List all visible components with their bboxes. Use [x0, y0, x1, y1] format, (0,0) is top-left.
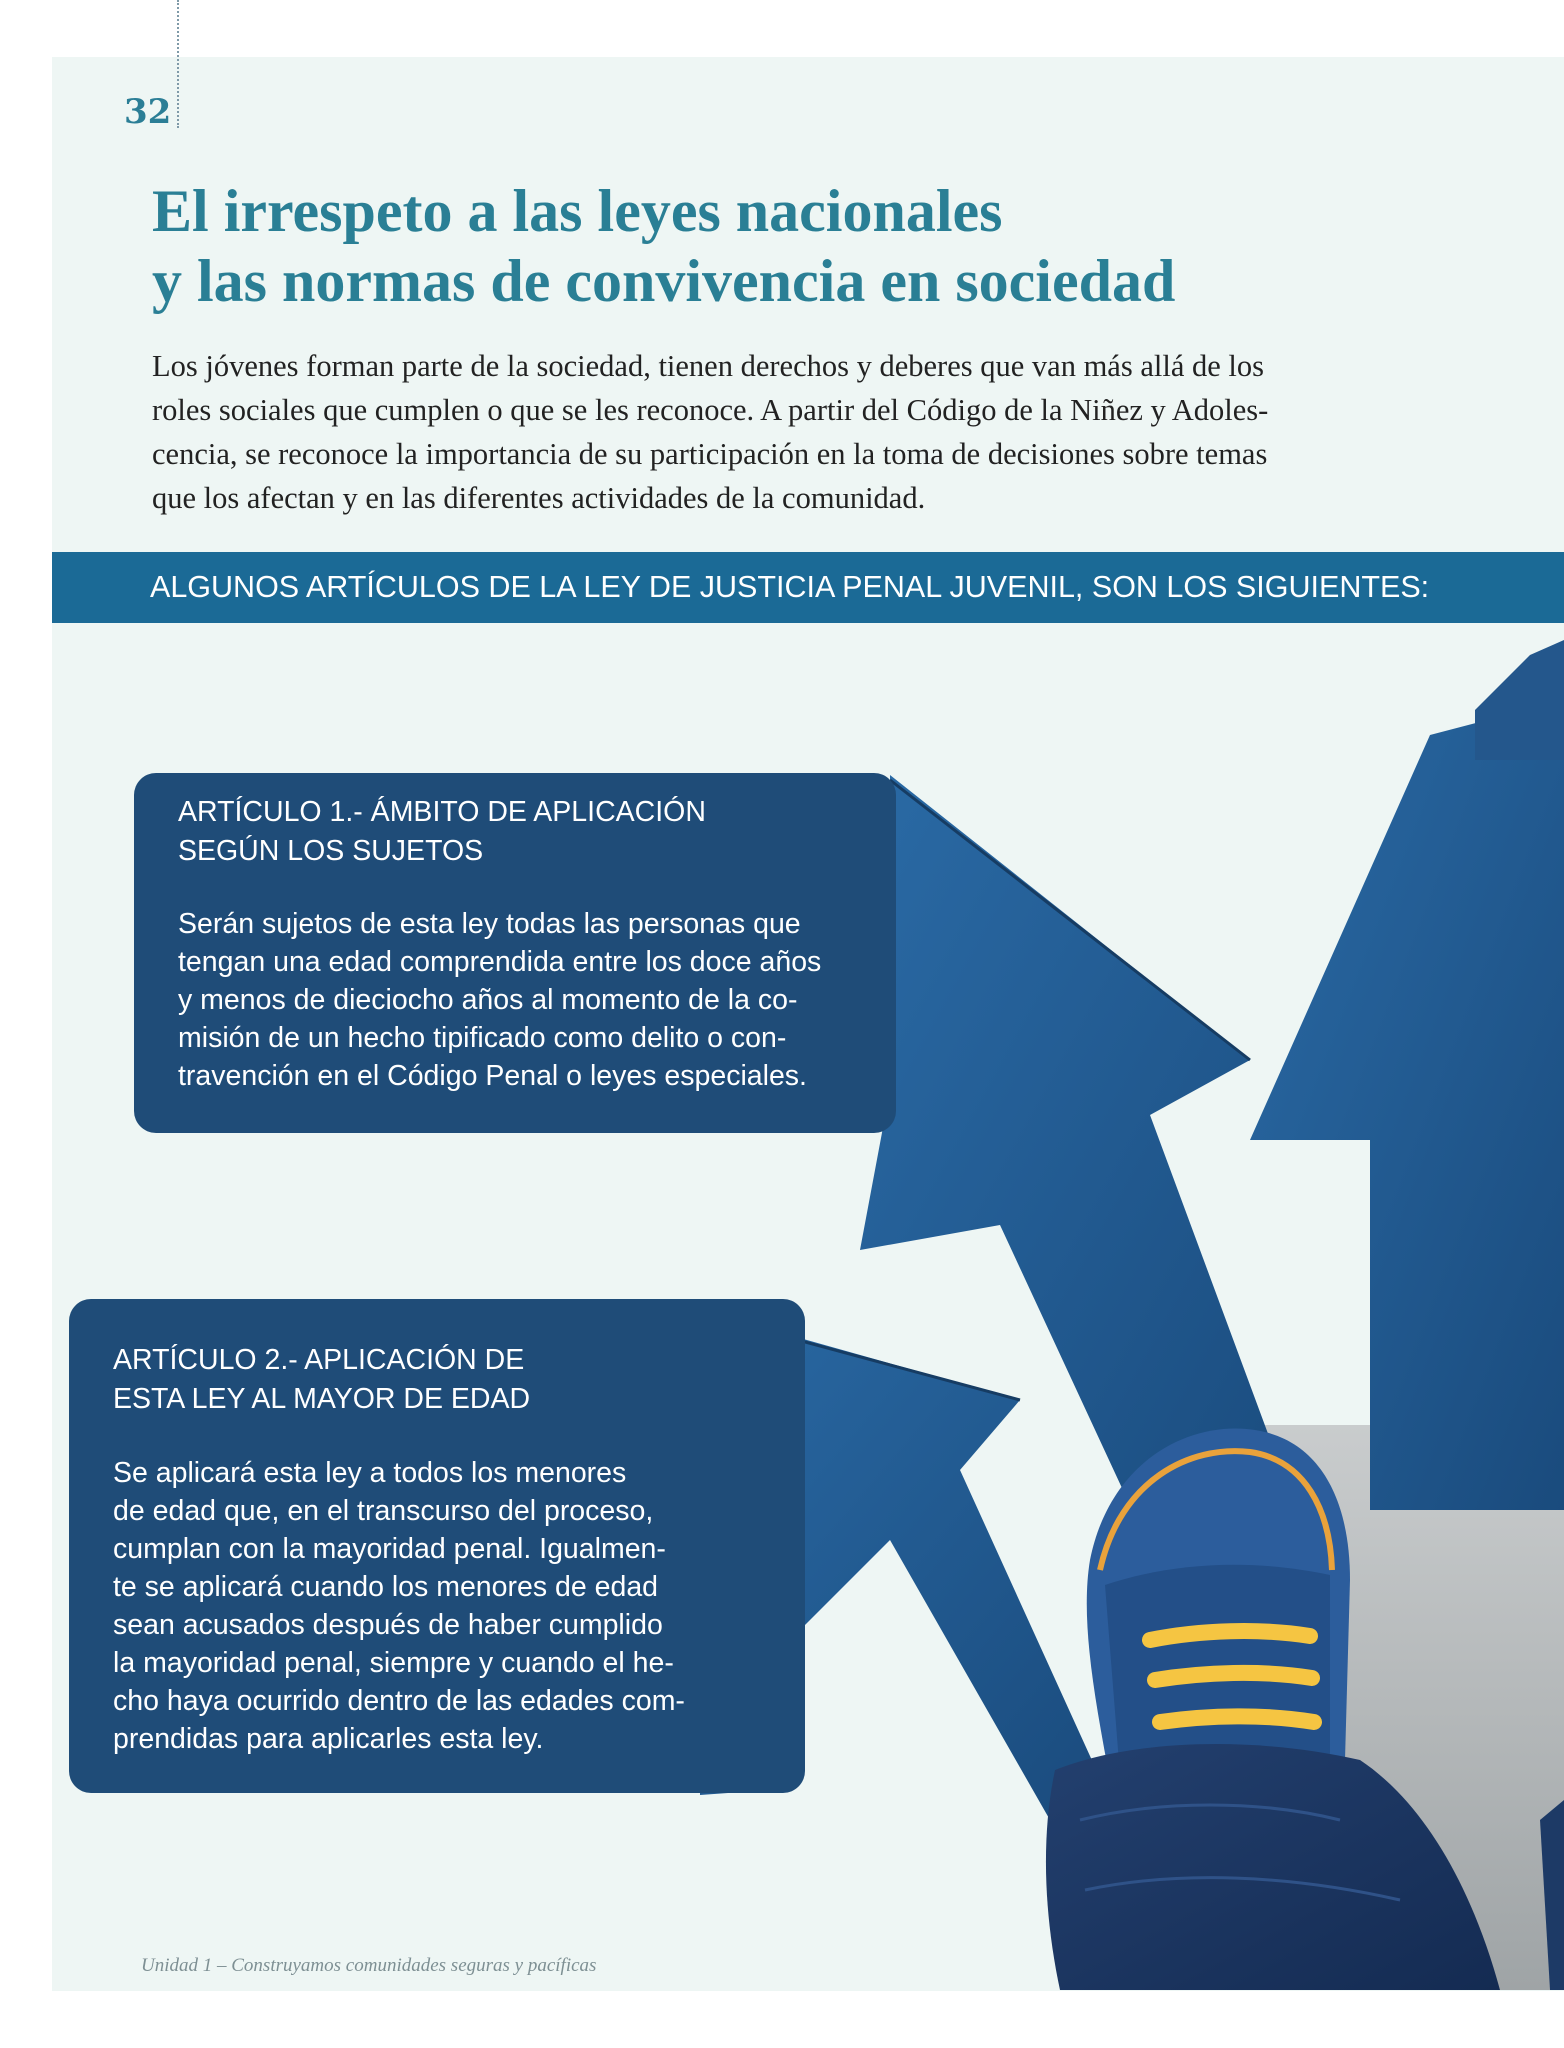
banner-text: ALGUNOS ARTÍCULOS DE LA LEY DE JUSTICIA PENAL JUVENIL, SON LOS SIGUIENTES:	[150, 570, 1430, 604]
body-line: de edad que, en el transcurso del proceso,	[113, 1495, 654, 1527]
body-line: Serán sujetos de esta ley todas las personas que	[178, 908, 801, 940]
title-line: y las normas de convivencia en sociedad	[152, 248, 1176, 314]
article-1-body	[178, 905, 821, 1095]
body-line: tengan una edad comprendida entre los doce años	[178, 946, 822, 978]
body-line: misión de un hecho tipificado como delito o con-	[178, 1022, 787, 1054]
title-line: El irrespeto a las leyes nacionales	[152, 178, 1003, 244]
heading-line: SEGÚN LOS SUJETOS	[178, 835, 484, 867]
article-1-box	[134, 773, 896, 1133]
up-arrow-icon	[1475, 640, 1564, 760]
body-line: sean acusados después de haber cumplido	[113, 1609, 663, 1641]
intro-line: cencia, se reconoce la importancia de su participación en la toma de decisiones sobre temas	[152, 437, 1268, 471]
body-line: la mayoridad penal, siempre y cuando el he-	[113, 1647, 674, 1679]
intro-line: que los afectan y en las diferentes actividades de la comunidad.	[152, 481, 926, 515]
article-2-box	[69, 1299, 805, 1793]
sneaker-icon	[1087, 1429, 1350, 1780]
heading-line: ESTA LEY AL MAYOR DE EDAD	[113, 1383, 531, 1415]
body-line: cho haya ocurrido dentro de las edades com-	[113, 1685, 685, 1717]
intro-line: Los jóvenes forman parte de la sociedad, tienen derechos y deberes que van más allá de los	[152, 349, 1264, 383]
article-2-heading	[113, 1341, 530, 1419]
article-1-heading	[178, 793, 706, 871]
up-arrow-icon	[1250, 700, 1564, 1510]
body-line: te se aplicará cuando los menores de edad	[113, 1571, 659, 1603]
intro-line: roles sociales que cumplen o que se les reconoce. A partir del Código de la Niñez y Adoles-	[152, 393, 1269, 427]
heading-line: ARTÍCULO 1.- ÁMBITO DE APLICACIÓN	[178, 796, 706, 828]
page-footer: Unidad 1 – Construyamos comunidades seguras y pacíficas	[141, 1955, 597, 1976]
body-line: travención en el Código Penal o leyes especiales.	[178, 1060, 807, 1092]
body-line: y menos de dieciocho años al momento de la co-	[178, 984, 798, 1016]
body-line: cumplan con la mayoridad penal. Igualmen-	[113, 1533, 666, 1565]
page-number: 32	[124, 92, 172, 132]
body-line: prendidas para aplicarles esta ley.	[113, 1723, 544, 1755]
article-2-body	[113, 1454, 685, 1758]
heading-line: ARTÍCULO 2.- APLICACIÓN DE	[113, 1344, 525, 1376]
body-line: Se aplicará esta ley a todos los menores	[113, 1457, 627, 1489]
